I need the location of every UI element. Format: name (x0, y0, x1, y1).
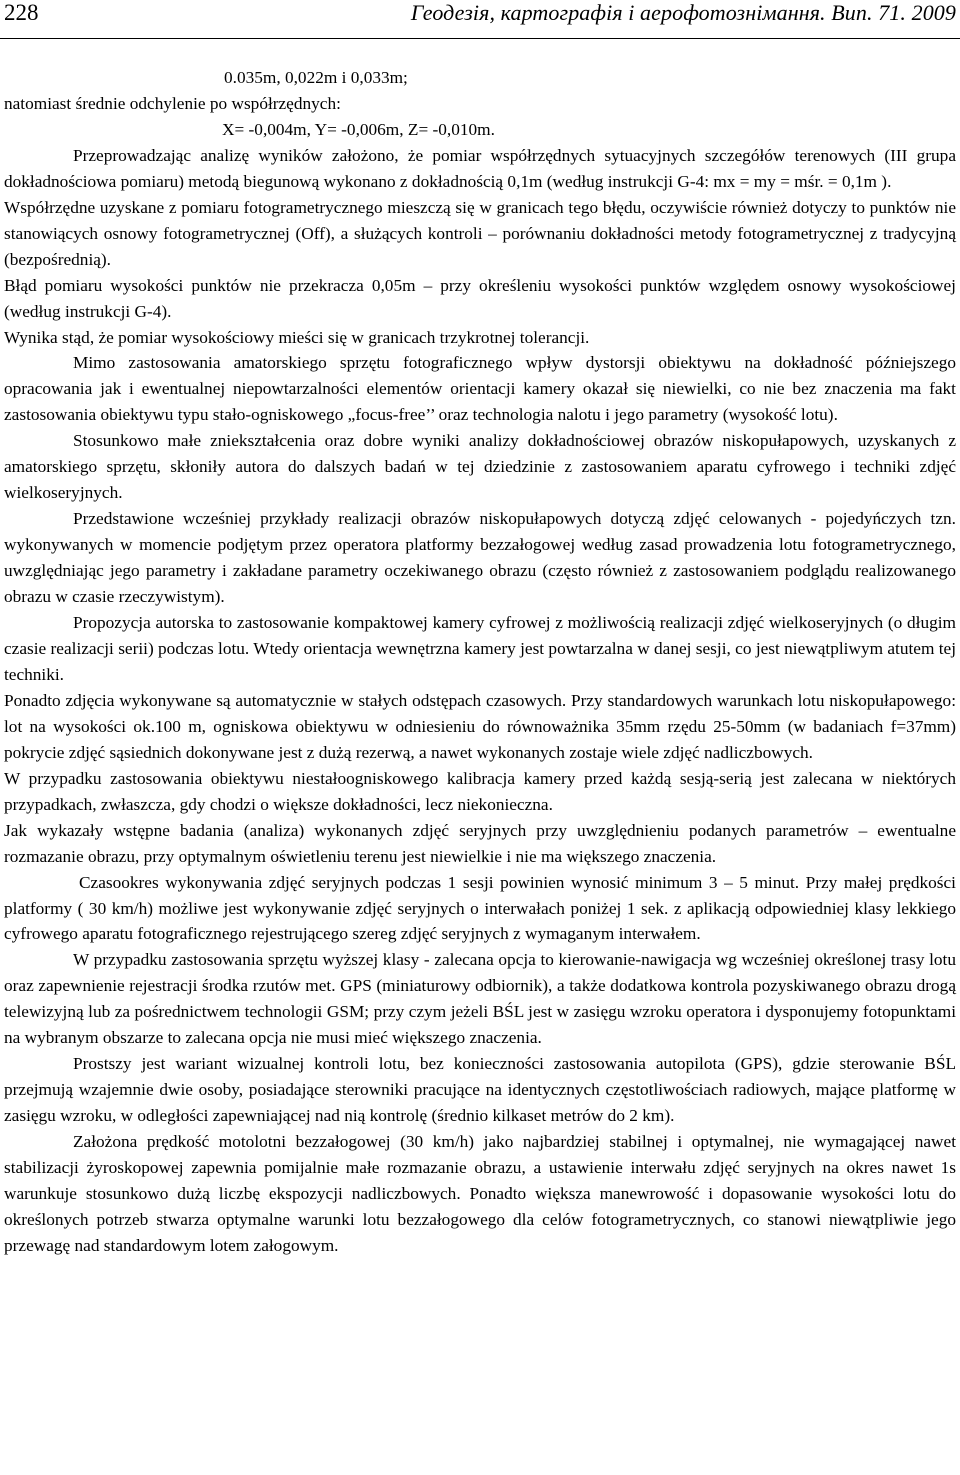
paragraph-12: W przypadku zastosowania obiektywu niestałoogniskowego kalibracja kamery przed każdą sesją-serią jest zalecana w niektórych przypadkach, zwłaszcza, gdy chodzi o większe dokładności, lecz niekonieczna. (4, 768, 956, 814)
page-number: 228 (4, 0, 39, 25)
page-header (0, 0, 960, 30)
paragraph-14: Czasookres wykonywania zdjęć seryjnych podczas 1 sesji powinien wynosić minimum 3 – 5 minut. Przy małej prędkości platformy ( 30 km/h) możliwe jest wykonywanie zdjęć seryjnych o interwałach poniżej 1 sek. z aplikacją odpowiedniej klasy lekkiego cyfrowego aparatu fotograficznego rejestrującego szereg zdjęć seryjnych z wymaganym interwałem. (4, 872, 956, 944)
paragraph-6: Wynika stąd, że pomiar wysokościowy mieści się w granicach trzykrotnej tolerancji. (4, 327, 590, 347)
paragraph-15: W przypadku zastosowania sprzętu wyższej klasy - zalecana opcja to kierowanie-nawigacja wg wcześniej określonej trasy lotu oraz zapewnienie rejestracji środka rzutów met. GPS (miniaturowy odbiornik), a także dodatkowa kontrola pozyskiwanego obrazu drogą telewizyjną lub za pośrednictwem technologii GSM; przy czym jeżeli BŚL jest w zasięgu wzroku operatora i dysponujemy fotopunktami na wybranym obszarze to zalecana opcja nie musi mieć większego znaczenia. (4, 950, 956, 1048)
paragraph-1: natomiast średnie odchylenie po współrzędnych: (4, 93, 341, 113)
paragraph-16: Prostszy jest wariant wizualnej kontroli lotu, bez konieczności zastosowania autopilota (GPS), gdzie sterowanie BŚL przejmują wzajemnie dwie osoby, posiadające sterowniki pracujące na identycznych częstotliwościach radiowych, mające platformę w zasięgu wzroku, w odległości zapewniającej nad nią kontrolę (średnio kilkaset metrów do 2 km). (4, 1054, 956, 1126)
paragraph-9: Przedstawione wcześniej przykłady realizacji obrazów niskopułapowych dotyczą zdjęć celowanych - pojedyńczych tzn. wykonywanych w momencie podjętym przez operatora platformy bezzałogowej według zasad prowadzenia lotu fotogrametrycznego, uwzględniając jego parametry i zakładane parametry oczekiwanego obrazu (często również z zastosowaniem podglądu realizowanego obrazu w czasie rzeczywistym). (4, 509, 956, 607)
running-title: Геодезія, картографія і аерофотознімання. Вип. 71. 2009 (410, 0, 956, 25)
paragraph-4: Współrzędne uzyskane z pomiaru fotogrametrycznego mieszczą się w granicach tego błędu, oczywiście również dotyczy to punktów nie stanowiących osnowy fotogrametrycznej (Off), a służących kontroli – porównaniu dokładności metody fotogrametrycznej z tradycyjną (bezpośrednią). (4, 197, 956, 269)
paragraph-8: Stosunkowo małe zniekształcenia oraz dobre wyniki analizy dokładnościowej obrazów niskopułapowych, uzyskanych z amatorskiego sprzętu, skłoniły autora do dalszych badań w tej dziedzinie z zastosowaniem aparatu cyfrowego i techniki zdjęć wielkoseryjnych. (4, 431, 956, 503)
paragraph-3: Przeprowadzając analizę wyników założono, że pomiar współrzędnych sytuacyjnych szczegółów terenowych (III grupa dokładnościowa pomiaru) metodą biegunową wykonano z dokładnością 0,1m (według instrukcji G-4: mx = my = mśr. = 0,1m ). (4, 145, 956, 191)
paragraph-11: Ponadto zdjęcia wykonywane są automatycznie w stałych odstępach czasowych. Przy standardowych warunkach lotu niskopułapowego: lot na wysokości ok.100 m, ogniskowa obiektywu w odniesieniu do równoważnika 35mm rzędu 25-50mm (w badaniach f=37mm) pokrycie zdjęć sąsiednich dokonywane jest z dużą rezerwą, a nawet wykonanych zostaje wiele zdjęć nadliczbowych. (4, 690, 956, 762)
paragraph-2: X= -0,004m, Y= -0,006m, Z= -0,010m. (222, 119, 495, 139)
paragraph-13: Jak wykazały wstępne badania (analiza) wykonanych zdjęć seryjnych przy uwzględnieniu podanych parametrów – ewentualne rozmazanie obrazu, przy optymalnym oświetleniu terenu jest niewielkie i nie ma większego znaczenia. (4, 820, 956, 866)
paragraph-0: 0.035m, 0,022m i 0,033m; (224, 68, 408, 87)
paragraph-5: Błąd pomiaru wysokości punktów nie przekracza 0,05m – przy określeniu wysokości punktów względem osnowy wysokościowej (według instrukcji G-4). (4, 275, 956, 321)
body-text (4, 65, 956, 1259)
paragraph-17: Założona prędkość motolotni bezzałogowej (30 km/h) jako najbardziej stabilnej i optymalnej, nie wymagającej nawet stabilizacji żyroskopowej zapewnia pomijalnie małe rozmazanie obrazu, a ustawienie interwału zdjęć seryjnych na okres nawet 1s warunkuje stosunkowo dużą liczbę ekspozycji nadliczbowych. Ponadto większa manewrowość i dopasowanie wysokości lotu do określonych potrzeb stwarza optymalne warunki lotu bezzałogowego dla celów fotogrametrycznych, co stanowi niewątpliwie jego przewagę nad standardowym lotem załogowym. (4, 1132, 956, 1255)
paragraph-7: Mimo zastosowania amatorskiego sprzętu fotograficznego wpływ dystorsji obiektywu na dokładność późniejszego opracowania jak i ewentualnej niepowtarzalności elementów orientacji kamery okazał się niewielki, co nie bez znaczenia ma fakt zastosowania obiektywu typu stało-ogniskowego „focus-free’’ oraz technologia nalotu i jego parametry (wysokość lotu). (4, 353, 956, 425)
paragraph-10: Propozycja autorska to zastosowanie kompaktowej kamery cyfrowej z możliwością realizacji zdjęć wielkoseryjnych (o długim czasie realizacji serii) podczas lotu. Wtedy orientacja wewnętrzna kamery jest powtarzalna w danej sesji, co jest niewątpliwym atutem tej techniki. (4, 613, 956, 684)
header-rule (0, 38, 960, 39)
